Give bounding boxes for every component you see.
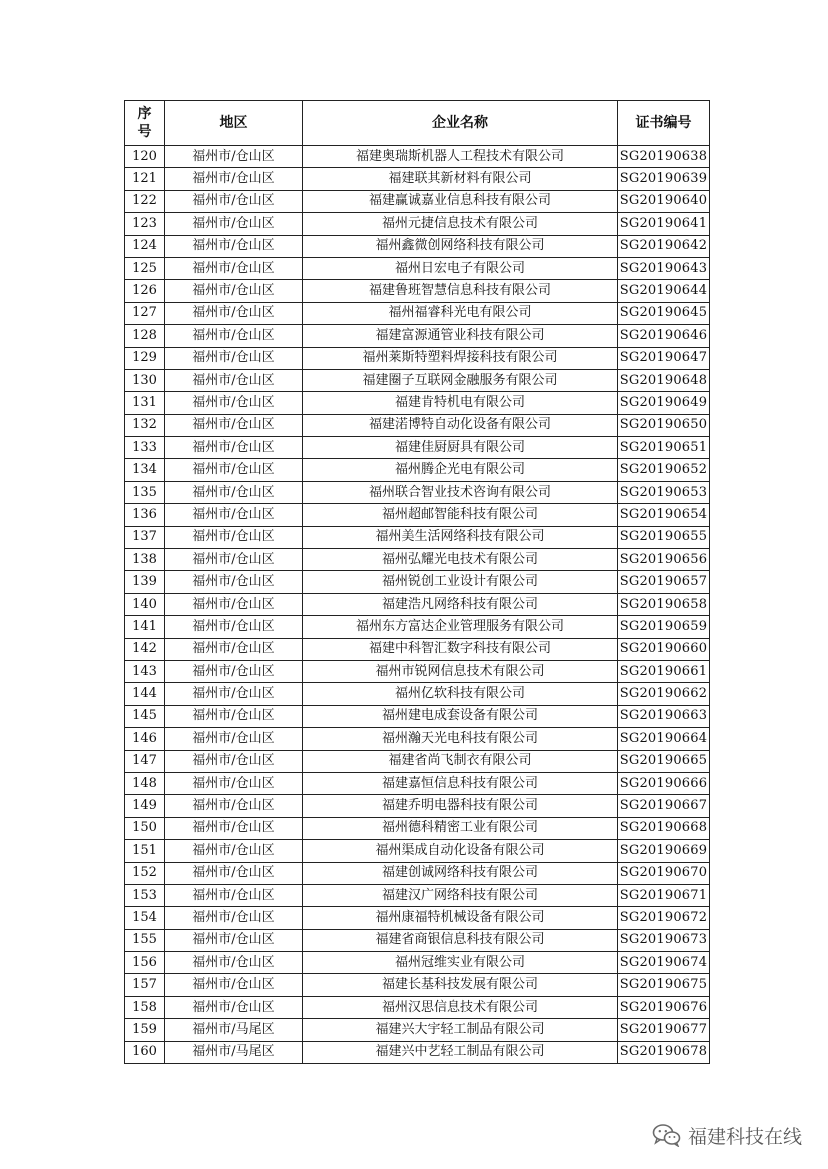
cell-company: 福建渃博特自动化设备有限公司 [303, 414, 618, 436]
cell-cert: SG20190638 [618, 146, 710, 168]
table-row [125, 302, 710, 324]
cell-cert: SG20190662 [618, 683, 710, 705]
header-region: 地区 [165, 101, 303, 146]
cell-cert: SG20190647 [618, 347, 710, 369]
cell-cert: SG20190658 [618, 593, 710, 615]
cell-cert: SG20190642 [618, 235, 710, 257]
cell-number: 146 [125, 728, 165, 750]
cell-company: 福州东方富达企业管理服务有限公司 [303, 616, 618, 638]
cell-region: 福州市/仓山区 [165, 325, 303, 347]
table-row [125, 369, 710, 391]
table-row [125, 481, 710, 503]
cell-company: 福建创诚网络科技有限公司 [303, 862, 618, 884]
header-row [125, 101, 710, 146]
table-row [125, 795, 710, 817]
cell-company: 福建中科智汇数字科技有限公司 [303, 638, 618, 660]
cell-region: 福州市/仓山区 [165, 526, 303, 548]
cell-cert: SG20190655 [618, 526, 710, 548]
cell-company: 福建联其新材料有限公司 [303, 168, 618, 190]
cell-region: 福州市/仓山区 [165, 795, 303, 817]
cell-region: 福州市/仓山区 [165, 638, 303, 660]
cell-number: 142 [125, 638, 165, 660]
table-row [125, 1041, 710, 1063]
cell-region: 福州市/仓山区 [165, 257, 303, 279]
cell-cert: SG20190659 [618, 616, 710, 638]
cell-company: 福州福睿科光电有限公司 [303, 302, 618, 324]
table-row [125, 728, 710, 750]
cell-number: 130 [125, 369, 165, 391]
table-row [125, 862, 710, 884]
cell-cert: SG20190644 [618, 280, 710, 302]
table-row [125, 146, 710, 168]
cell-region: 福州市/仓山区 [165, 235, 303, 257]
cell-company: 福州超邮智能科技有限公司 [303, 504, 618, 526]
cell-company: 福建肯特机电有限公司 [303, 392, 618, 414]
table-row [125, 571, 710, 593]
cell-region: 福州市/仓山区 [165, 481, 303, 503]
cell-number: 124 [125, 235, 165, 257]
cell-number: 125 [125, 257, 165, 279]
header-number-line2: 号 [137, 124, 152, 140]
cell-company: 福建浩凡网络科技有限公司 [303, 593, 618, 615]
cell-company: 福建佳厨厨具有限公司 [303, 437, 618, 459]
cell-number: 144 [125, 683, 165, 705]
cell-cert: SG20190677 [618, 1019, 710, 1041]
table-row [125, 683, 710, 705]
cell-cert: SG20190643 [618, 257, 710, 279]
cell-company: 福州建电成套设备有限公司 [303, 705, 618, 727]
cell-number: 159 [125, 1019, 165, 1041]
cell-company: 福州莱斯特塑料焊接科技有限公司 [303, 347, 618, 369]
cell-region: 福州市/仓山区 [165, 213, 303, 235]
cell-region: 福州市/仓山区 [165, 616, 303, 638]
cell-cert: SG20190645 [618, 302, 710, 324]
cell-company: 福州汉思信息技术有限公司 [303, 996, 618, 1018]
table-row [125, 974, 710, 996]
table-row [125, 213, 710, 235]
cell-cert: SG20190675 [618, 974, 710, 996]
cell-company: 福州弘耀光电技术有限公司 [303, 549, 618, 571]
table-row [125, 750, 710, 772]
cell-number: 141 [125, 616, 165, 638]
company-certificate-table [124, 100, 710, 1064]
cell-cert: SG20190646 [618, 325, 710, 347]
cell-number: 157 [125, 974, 165, 996]
cell-number: 145 [125, 705, 165, 727]
cell-number: 158 [125, 996, 165, 1018]
cell-cert: SG20190654 [618, 504, 710, 526]
cell-number: 147 [125, 750, 165, 772]
table-row [125, 190, 710, 212]
table-row [125, 616, 710, 638]
header-company: 企业名称 [303, 101, 618, 146]
cell-number: 127 [125, 302, 165, 324]
cell-region: 福州市/仓山区 [165, 884, 303, 906]
cell-number: 134 [125, 459, 165, 481]
cell-number: 150 [125, 817, 165, 839]
table-row [125, 325, 710, 347]
cell-number: 139 [125, 571, 165, 593]
cell-number: 132 [125, 414, 165, 436]
cell-cert: SG20190665 [618, 750, 710, 772]
cell-cert: SG20190664 [618, 728, 710, 750]
cell-cert: SG20190652 [618, 459, 710, 481]
cell-company: 福州德科精密工业有限公司 [303, 817, 618, 839]
table-row [125, 347, 710, 369]
table-row [125, 168, 710, 190]
watermark [652, 1118, 802, 1152]
cell-region: 福州市/仓山区 [165, 168, 303, 190]
header-number-line1: 序 [137, 106, 152, 122]
cell-company: 福建嘉恒信息科技有限公司 [303, 772, 618, 794]
cell-cert: SG20190670 [618, 862, 710, 884]
cell-company: 福建富源通管业科技有限公司 [303, 325, 618, 347]
header-cert: 证书编号 [618, 101, 710, 146]
cell-company: 福建鲁班智慧信息科技有限公司 [303, 280, 618, 302]
cell-company: 福州亿软科技有限公司 [303, 683, 618, 705]
cell-region: 福州市/仓山区 [165, 862, 303, 884]
table-row [125, 840, 710, 862]
cell-company: 福州市锐网信息技术有限公司 [303, 660, 618, 682]
cell-number: 128 [125, 325, 165, 347]
wechat-icon [652, 1123, 682, 1147]
table-row [125, 549, 710, 571]
cell-region: 福州市/仓山区 [165, 705, 303, 727]
table-row [125, 437, 710, 459]
cell-cert: SG20190649 [618, 392, 710, 414]
cell-cert: SG20190669 [618, 840, 710, 862]
table-row [125, 414, 710, 436]
table-row [125, 593, 710, 615]
cell-company: 福建省商银信息科技有限公司 [303, 929, 618, 951]
table-row [125, 929, 710, 951]
cell-company: 福州鑫微创网络科技有限公司 [303, 235, 618, 257]
table-row [125, 772, 710, 794]
cell-number: 137 [125, 526, 165, 548]
cell-number: 133 [125, 437, 165, 459]
table-row [125, 257, 710, 279]
cell-number: 122 [125, 190, 165, 212]
cell-cert: SG20190671 [618, 884, 710, 906]
cell-region: 福州市/仓山区 [165, 571, 303, 593]
cell-cert: SG20190668 [618, 817, 710, 839]
cell-region: 福州市/仓山区 [165, 459, 303, 481]
cell-cert: SG20190639 [618, 168, 710, 190]
table-row [125, 504, 710, 526]
table-row [125, 884, 710, 906]
cell-region: 福州市/仓山区 [165, 504, 303, 526]
cell-number: 138 [125, 549, 165, 571]
cell-region: 福州市/马尾区 [165, 1019, 303, 1041]
table-body [125, 146, 710, 1064]
cell-number: 154 [125, 907, 165, 929]
cell-region: 福州市/仓山区 [165, 952, 303, 974]
cell-company: 福州渠成自动化设备有限公司 [303, 840, 618, 862]
cell-region: 福州市/仓山区 [165, 414, 303, 436]
cell-number: 135 [125, 481, 165, 503]
cell-number: 149 [125, 795, 165, 817]
cell-company: 福州美生活网络科技有限公司 [303, 526, 618, 548]
table-header [125, 101, 710, 146]
cell-company: 福建兴大宇轻工制品有限公司 [303, 1019, 618, 1041]
table-row [125, 907, 710, 929]
cell-company: 福建赢诚嘉业信息科技有限公司 [303, 190, 618, 212]
cell-cert: SG20190648 [618, 369, 710, 391]
cell-region: 福州市/仓山区 [165, 996, 303, 1018]
cell-company: 福建兴中艺轻工制品有限公司 [303, 1041, 618, 1063]
cell-region: 福州市/仓山区 [165, 772, 303, 794]
header-number [125, 101, 165, 146]
cell-cert: SG20190661 [618, 660, 710, 682]
cell-region: 福州市/仓山区 [165, 750, 303, 772]
cell-region: 福州市/仓山区 [165, 840, 303, 862]
cell-region: 福州市/仓山区 [165, 728, 303, 750]
cell-company: 福建乔明电器科技有限公司 [303, 795, 618, 817]
cell-number: 155 [125, 929, 165, 951]
cell-region: 福州市/仓山区 [165, 392, 303, 414]
cell-region: 福州市/仓山区 [165, 437, 303, 459]
cell-cert: SG20190666 [618, 772, 710, 794]
cell-company: 福州康福特机械设备有限公司 [303, 907, 618, 929]
cell-number: 160 [125, 1041, 165, 1063]
cell-cert: SG20190674 [618, 952, 710, 974]
cell-region: 福州市/仓山区 [165, 280, 303, 302]
cell-region: 福州市/仓山区 [165, 683, 303, 705]
cell-number: 131 [125, 392, 165, 414]
cell-cert: SG20190657 [618, 571, 710, 593]
cell-number: 143 [125, 660, 165, 682]
cell-region: 福州市/仓山区 [165, 190, 303, 212]
cell-company: 福州瀚天光电科技有限公司 [303, 728, 618, 750]
cell-number: 129 [125, 347, 165, 369]
cell-cert: SG20190678 [618, 1041, 710, 1063]
cell-company: 福州联合智业技术咨询有限公司 [303, 481, 618, 503]
table-row [125, 1019, 710, 1041]
cell-number: 153 [125, 884, 165, 906]
cell-company: 福建汉广网络科技有限公司 [303, 884, 618, 906]
cell-number: 126 [125, 280, 165, 302]
cell-cert: SG20190676 [618, 996, 710, 1018]
cell-company: 福州腾企光电有限公司 [303, 459, 618, 481]
cell-company: 福州日宏电子有限公司 [303, 257, 618, 279]
table-row [125, 705, 710, 727]
cell-region: 福州市/仓山区 [165, 907, 303, 929]
table-row [125, 817, 710, 839]
table-row [125, 996, 710, 1018]
cell-number: 148 [125, 772, 165, 794]
cell-number: 120 [125, 146, 165, 168]
cell-cert: SG20190673 [618, 929, 710, 951]
cell-cert: SG20190663 [618, 705, 710, 727]
table-row [125, 638, 710, 660]
cell-region: 福州市/仓山区 [165, 302, 303, 324]
cell-cert: SG20190667 [618, 795, 710, 817]
table-row [125, 459, 710, 481]
cell-region: 福州市/仓山区 [165, 974, 303, 996]
cell-number: 152 [125, 862, 165, 884]
cell-cert: SG20190651 [618, 437, 710, 459]
table-row [125, 952, 710, 974]
cell-cert: SG20190640 [618, 190, 710, 212]
cell-region: 福州市/仓山区 [165, 660, 303, 682]
cell-company: 福建奥瑞斯机器人工程技术有限公司 [303, 146, 618, 168]
cell-company: 福建省尚飞制衣有限公司 [303, 750, 618, 772]
cell-cert: SG20190656 [618, 549, 710, 571]
table-row [125, 660, 710, 682]
cell-cert: SG20190672 [618, 907, 710, 929]
cell-number: 136 [125, 504, 165, 526]
cell-number: 123 [125, 213, 165, 235]
cell-cert: SG20190650 [618, 414, 710, 436]
cell-region: 福州市/仓山区 [165, 817, 303, 839]
watermark-text: 福建科技在线 [687, 1125, 802, 1148]
table-row [125, 392, 710, 414]
cell-region: 福州市/仓山区 [165, 549, 303, 571]
cell-company: 福建长基科技发展有限公司 [303, 974, 618, 996]
cell-cert: SG20190660 [618, 638, 710, 660]
table-row [125, 235, 710, 257]
cell-company: 福州冠维实业有限公司 [303, 952, 618, 974]
cell-number: 140 [125, 593, 165, 615]
cell-region: 福州市/仓山区 [165, 369, 303, 391]
cell-company: 福建圈子互联网金融服务有限公司 [303, 369, 618, 391]
cell-region: 福州市/仓山区 [165, 929, 303, 951]
cell-region: 福州市/仓山区 [165, 593, 303, 615]
table-row [125, 526, 710, 548]
cell-number: 121 [125, 168, 165, 190]
cell-company: 福州元捷信息技术有限公司 [303, 213, 618, 235]
cell-region: 福州市/仓山区 [165, 347, 303, 369]
table-row [125, 280, 710, 302]
cell-cert: SG20190653 [618, 481, 710, 503]
cell-number: 156 [125, 952, 165, 974]
cell-region: 福州市/仓山区 [165, 146, 303, 168]
cell-number: 151 [125, 840, 165, 862]
cell-cert: SG20190641 [618, 213, 710, 235]
cell-company: 福州锐创工业设计有限公司 [303, 571, 618, 593]
cell-region: 福州市/马尾区 [165, 1041, 303, 1063]
